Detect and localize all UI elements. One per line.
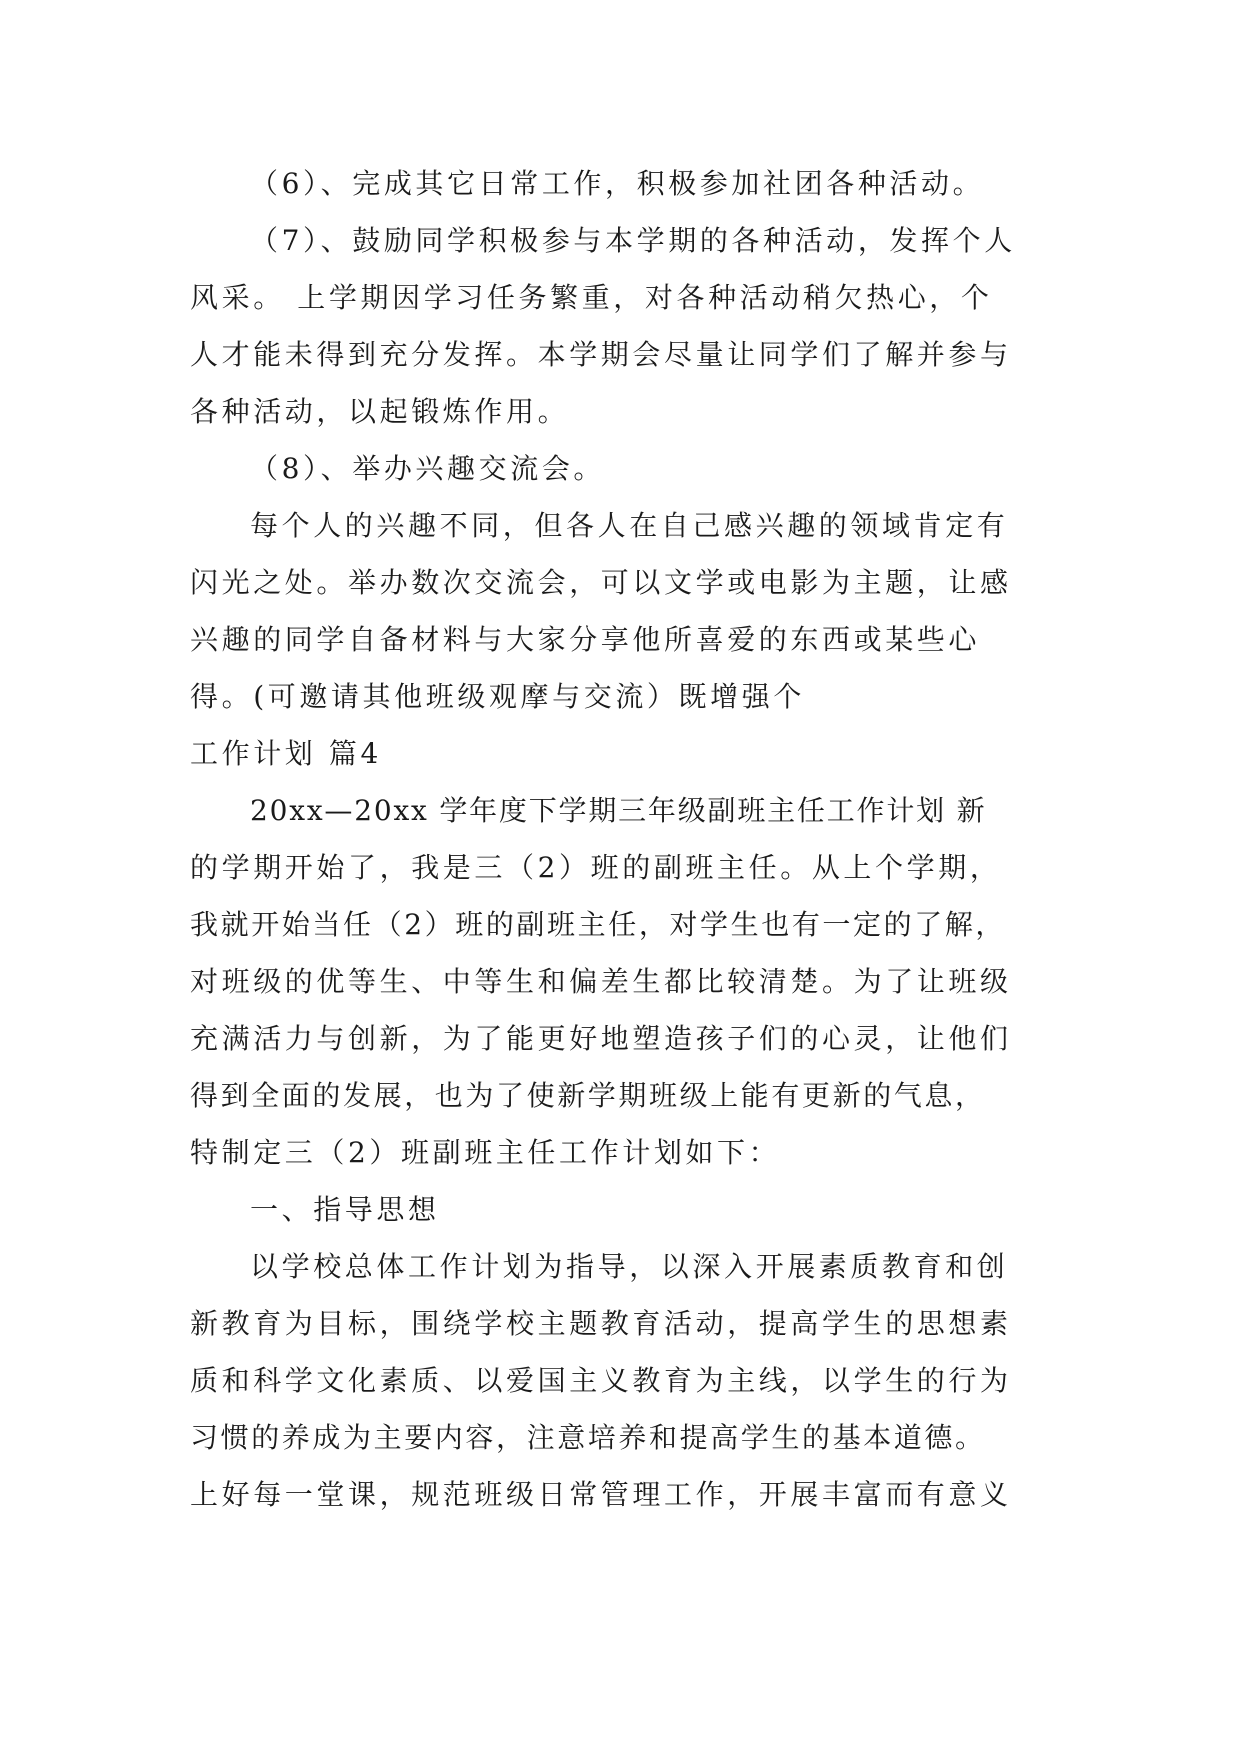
- text-line: 特制定三（2）班副班主任工作计划如下：: [190, 1136, 781, 1169]
- text-line: 对班级的优等生、中等生和偏差生都比较清楚。为了让班级: [190, 965, 1012, 998]
- text-line: 各种活动，以起锻炼作用。: [190, 395, 570, 428]
- text-line: 得到全面的发展，也为了使新学期班级上能有更新的气息，: [190, 1079, 986, 1112]
- text-line: 充满活力与创新，为了能更好地塑造孩子们的心灵，让他们: [190, 1022, 1012, 1055]
- section-heading: 工作计划 篇4: [190, 737, 382, 770]
- text-line: （8）、举办兴趣交流会。: [250, 452, 606, 485]
- text-line: 新教育为目标，围绕学校主题教育活动，提高学生的思想素: [190, 1307, 1012, 1340]
- text-line: 我就开始当任（2）班的副班主任，对学生也有一定的了解，: [190, 908, 1007, 941]
- text-line: 上好每一堂课，规范班级日常管理工作，开展丰富而有意义: [190, 1478, 1012, 1511]
- text-line: 习惯的养成为主要内容，注意培养和提高学生的基本道德。: [190, 1421, 986, 1454]
- text-line: 质和科学文化素质、以爱国主义教育为主线，以学生的行为: [190, 1364, 1012, 1397]
- text-line: 人才能未得到充分发挥。本学期会尽量让同学们了解并参与: [190, 338, 1012, 371]
- text-line: 风采。 上学期因学习任务繁重，对各种活动稍欠热心，个: [190, 281, 993, 314]
- subheading: 一、指导思想: [250, 1193, 440, 1226]
- text-line: 每个人的兴趣不同，但各人在自己感兴趣的领域肯定有: [250, 509, 1009, 542]
- text-line: （7）、鼓励同学积极参与本学期的各种活动，发挥个人: [250, 224, 1016, 257]
- text-line: （6）、完成其它日常工作，积极参加社团各种活动。: [250, 167, 985, 200]
- text-line: 以学校总体工作计划为指导，以深入开展素质教育和创: [250, 1250, 1009, 1283]
- text-line: 闪光之处。举办数次交流会，可以文学或电影为主题，让感: [190, 566, 1012, 599]
- text-line: 兴趣的同学自备材料与大家分享他所喜爱的东西或某些心: [190, 623, 981, 656]
- text-line: 得。(可邀请其他班级观摩与交流）既增强个: [190, 680, 805, 713]
- text-line: 20xx—20xx 学年度下学期三年级副班主任工作计划 新: [250, 794, 987, 827]
- text-line: 的学期开始了，我是三（2）班的副班主任。从上个学期，: [190, 851, 1002, 884]
